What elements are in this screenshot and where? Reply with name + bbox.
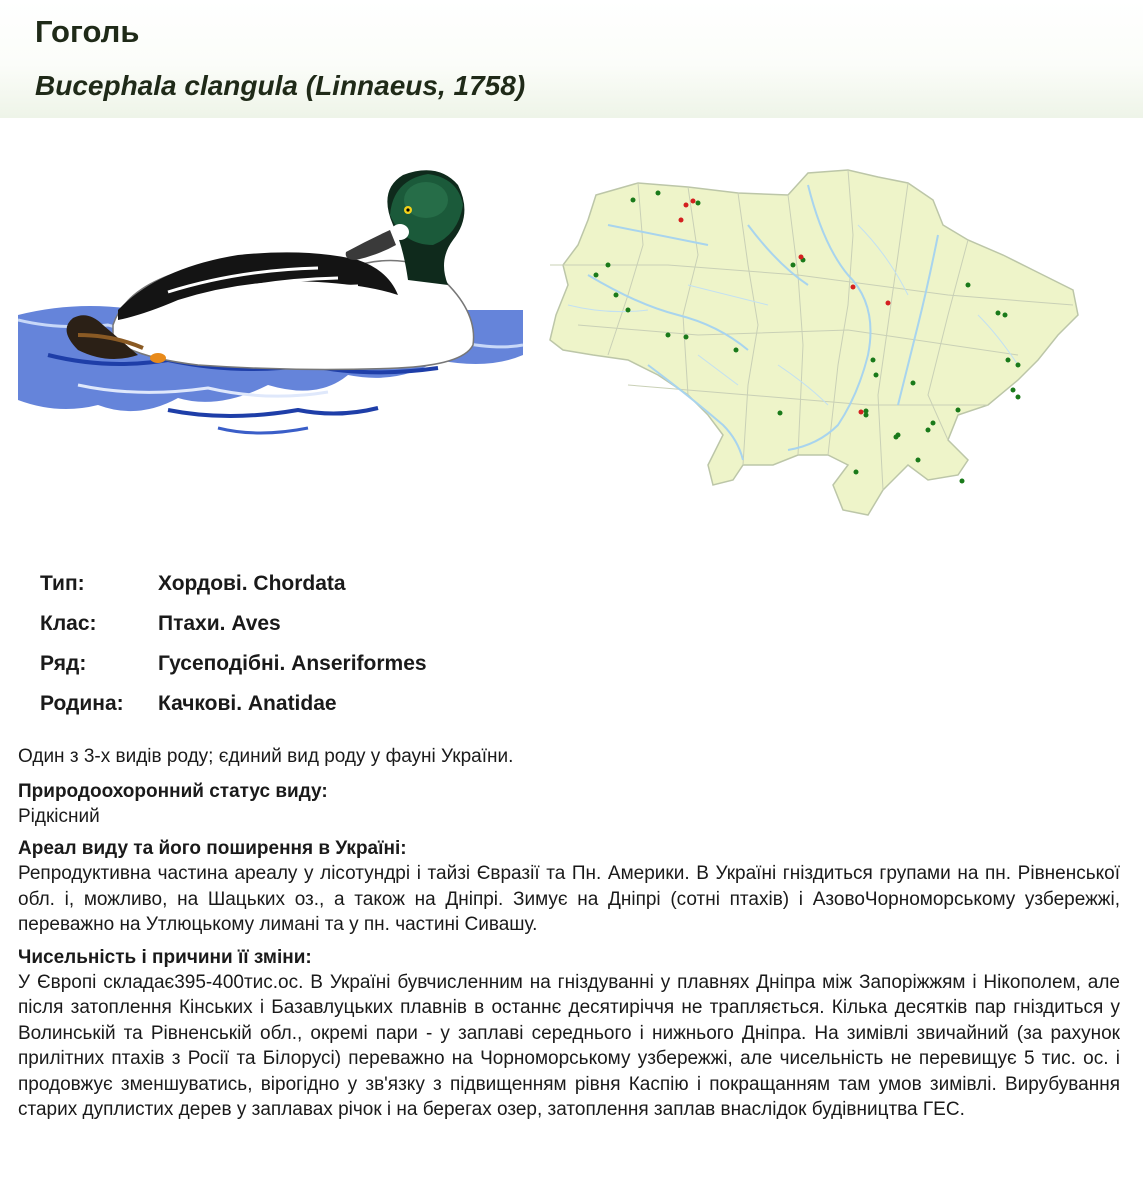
taxonomy-label: Ряд:	[40, 652, 87, 675]
ukraine-range-map	[548, 165, 1080, 525]
species-latin-name: Bucephala clangula (Linnaeus, 1758)	[35, 70, 526, 101]
population-heading: Чисельність і причини її зміни:	[18, 946, 312, 968]
taxonomy-label: Родина:	[40, 692, 124, 715]
population-text: У Європі складає395-400тис.ос. В Україні бувчисленним на гніздуванні у плавнях Дніпра між Запоріжжям і Нікополем, але після затоплення Кінських і Базавлуцьких плавнів в останнє десятиріччя не трапляється. Кілька десятків пар гніздиться у Волинській та Рівненській обл., окремі пари - у заплаві середнього і нижнього Дніпра. На зимівлі звичайний (за рахунок прилітних птахів з Росії та Білорусі) переважно на Чорноморському узбережжі, але чисельність не перевищує 5 тис. ос. і продовжує зменшуватись, вірогідно у зв'язку з підвищенням рівня Каспію і покращанням там умов зимівлі. Вирубування старих дуплистих дерев у заплавах річок і на берегах озер, затоплення заплав внаслідок будівництва ГЕС.	[18, 971, 1120, 1120]
species-common-name: Гоголь	[35, 14, 140, 49]
goldeneye-illustration	[18, 160, 526, 445]
taxonomy-value: Гусеподібні. Anseriformes	[158, 652, 427, 675]
species-description	[18, 744, 1120, 1123]
taxonomy-value: Хордові. Chordata	[158, 572, 346, 595]
taxonomy-value: Качкові. Anatidae	[158, 692, 337, 715]
range-heading: Ареал виду та його поширення в Україні:	[18, 838, 407, 859]
taxonomy-label: Клас:	[40, 612, 97, 635]
intro-text: Один з 3-х видів роду; єдиний вид роду у фауні України.	[18, 746, 514, 767]
range-text: Репродуктивна частина ареалу у лісотундрі і тайзі Євразії та Пн. Америки. В Україні гніздиться групами на пн. Рівненської обл. і, можливо, на Шацьких оз., а також на Дніпрі. Зимує на Дніпрі (сотні птахів) і АзовоЧорноморському узбережжі, переважно на Утлюцькому лимані та у пн. частині Сивашу.	[18, 863, 1120, 935]
taxonomy-value: Птахи. Aves	[158, 612, 281, 635]
status-text: Рідкісний	[18, 805, 100, 827]
status-heading: Природоохоронний статус виду:	[18, 780, 328, 802]
taxonomy-label: Тип:	[40, 572, 85, 595]
